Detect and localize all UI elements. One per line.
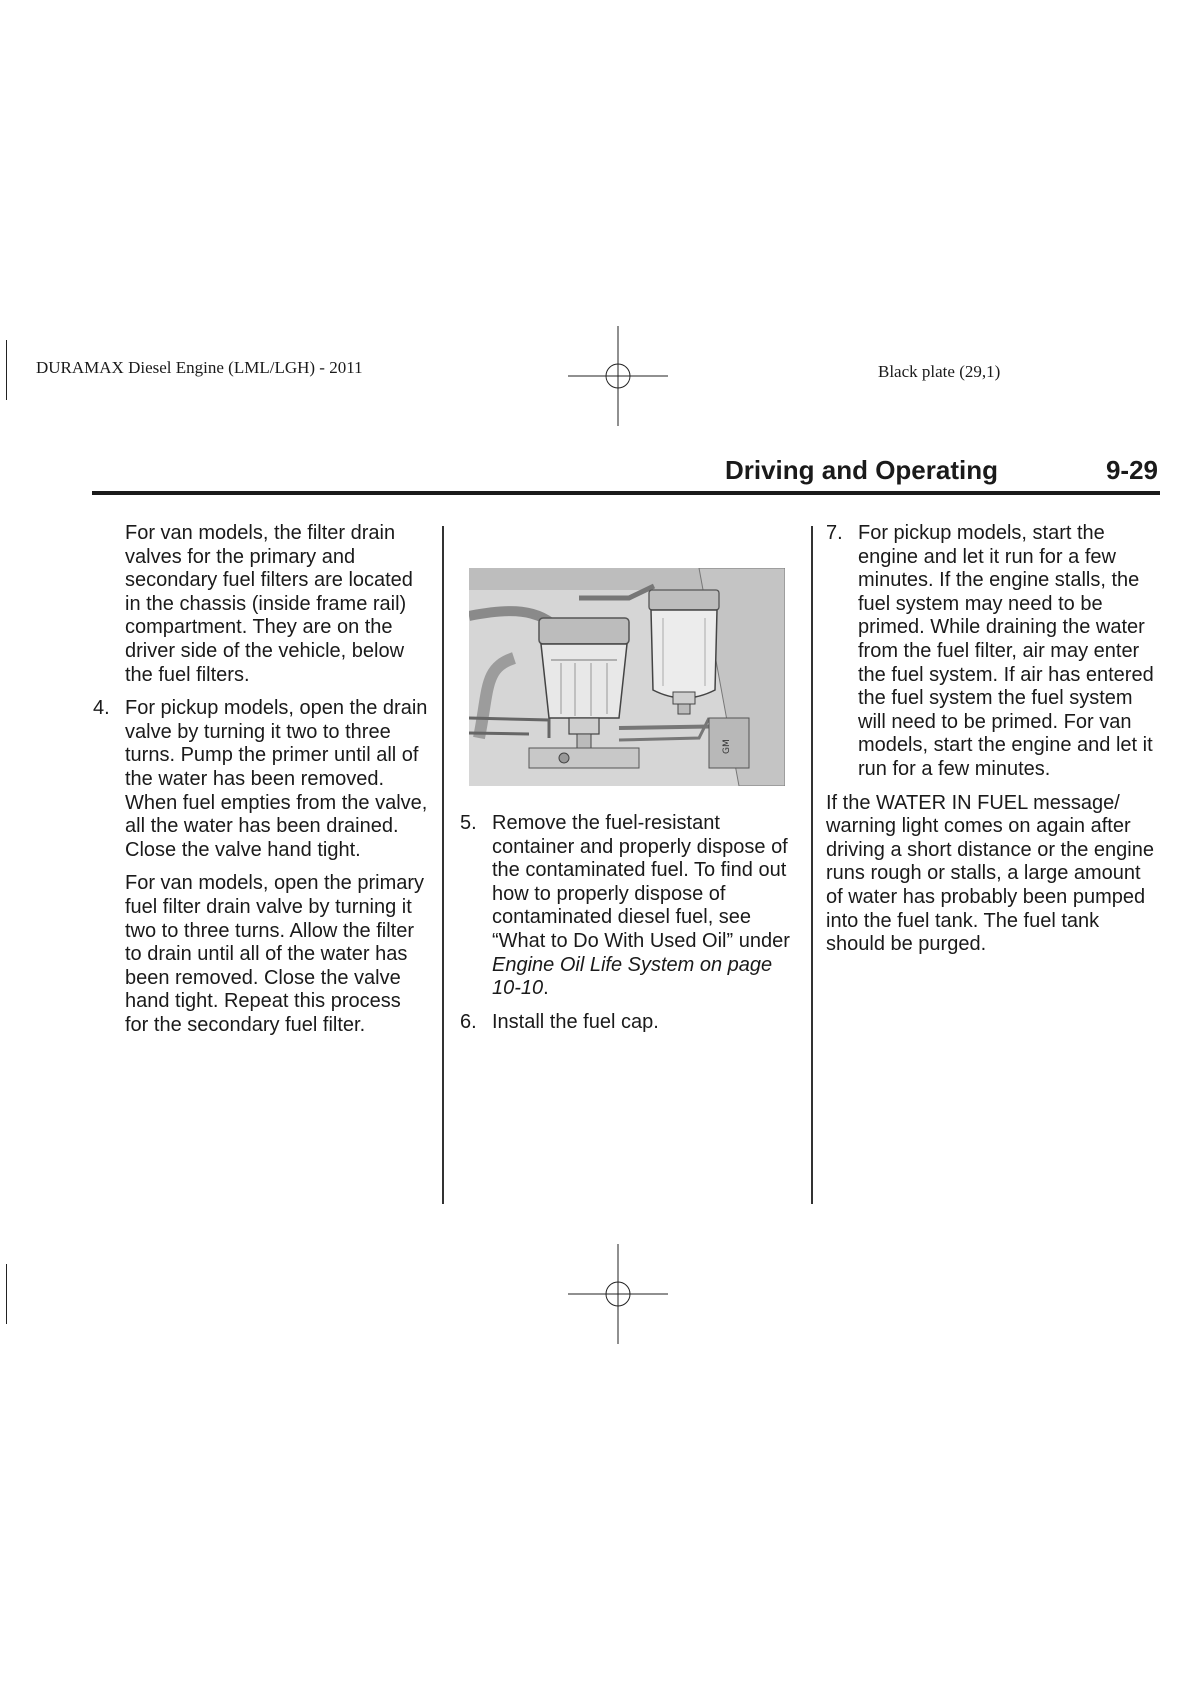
step-7 — [826, 522, 1158, 782]
step-5 — [460, 812, 800, 1001]
step-4 — [93, 697, 428, 862]
plate-label-right: Black plate (29,1) — [878, 362, 1001, 381]
step-5-reference: Engine Oil Life System on page 10-10 — [492, 953, 773, 1000]
step-7-number: 7. — [826, 522, 843, 544]
section-title: Driving and Operating — [724, 455, 998, 485]
column-divider-2 — [811, 526, 813, 1204]
step-6-text: Install the fuel cap. — [492, 1010, 659, 1033]
column-3 — [826, 522, 1158, 967]
step-5-number: 5. — [460, 812, 477, 834]
step-5-text: Remove the fuel-resistant container and properly dispose of the contaminated fuel. To find out how to properly dispose of contaminated diesel fuel, see “What to Do With Used Oil” under — [492, 812, 790, 952]
crop-mark-bottom-left — [6, 1264, 7, 1324]
crop-mark-top-left — [6, 340, 7, 400]
page-number: 9-29 — [1105, 455, 1158, 485]
step-6-number: 6. — [460, 1010, 477, 1033]
step-4-van-text: For van models, open the primary fuel filter drain valve by turning it two to three turns. Allow the filter to drain until all of the water has been removed. Close the valve hand tight. Repeat this process for the secondary fuel filter. — [125, 872, 425, 1036]
step-4-number: 4. — [93, 697, 110, 720]
plate-label-left: DURAMAX Diesel Engine (LML/LGH) - 2011 — [36, 358, 363, 377]
svg-text:GM: GM — [722, 739, 732, 754]
water-in-fuel-warning-paragraph: If the WATER IN FUEL message/ warning light comes on again after driving a short distance or the engine runs rough or stalls, a large amount of water has probably been pumped into the fuel tank. The fuel tank should be purged. — [826, 791, 1154, 956]
header-rule — [92, 491, 1160, 495]
column-2 — [460, 812, 800, 1044]
step-6 — [460, 1011, 800, 1035]
step-5-end: . — [543, 977, 549, 1000]
page-header — [92, 455, 1158, 491]
registration-mark-top — [568, 326, 668, 426]
column-divider-1 — [442, 526, 444, 1204]
fuel-filter-illustration — [469, 568, 785, 786]
van-drain-location-paragraph: For van models, the filter drain valves for the primary and secondary fuel filters are located in the chassis (inside frame rail) compartment. They are on the driver side of the vehicle, below the fuel filters. — [125, 522, 413, 686]
step-4-pickup-text: For pickup models, open the drain valve by turning it two to three turns. Pump the primer until all of the water has been removed. When fuel empties from the valve, all the water has been drained. Close the valve hand tight. — [125, 697, 428, 861]
step-7-text: For pickup models, start the engine and let it run for a few minutes. If the engine stalls, the fuel system may need to be primed. While draining the water from the fuel filter, air may enter the fuel system. If air has entered the fuel system the fuel system will need to be primed. For van models, start the engine and let it run for a few minutes. — [858, 522, 1154, 780]
registration-mark-bottom — [568, 1244, 668, 1344]
column-1 — [93, 522, 428, 1047]
